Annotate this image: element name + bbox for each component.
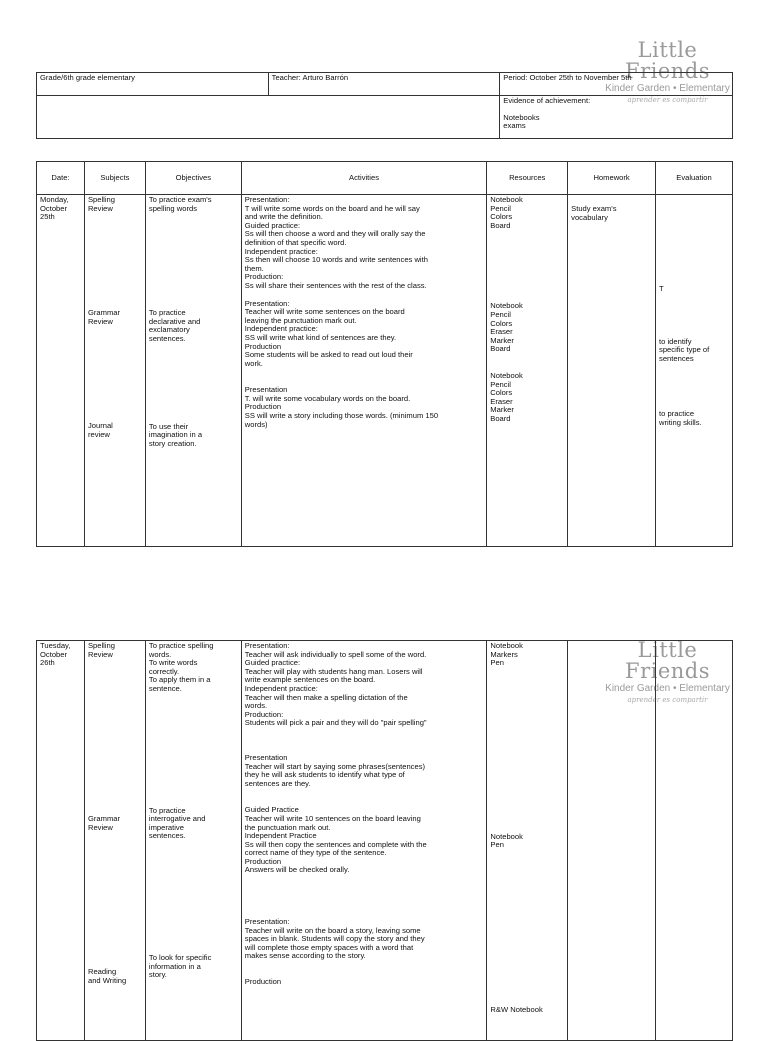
tuesday-evaluation-cell <box>656 641 733 1041</box>
date-text: Tuesday, October 26th <box>40 641 71 668</box>
evidence-items: Notebooks exams <box>503 112 540 131</box>
activity-spelling: Presentation: Teacher will ask individually to spell some of the word. Guided practice: Teacher will play with students hang man. Losers will write example sentences on the board. Independent practice: Teacher will then make a spelling dictation of the words. Production: Students will pick a pair and they will do "pair spelling" <box>244 641 427 728</box>
evidence-cell <box>500 96 733 139</box>
col-date: Date: <box>37 162 85 195</box>
resources-spelling: Notebook Markers Pen <box>490 641 523 668</box>
subject-grammar: Grammar Review <box>87 814 121 832</box>
tuesday-resources-cell <box>487 641 568 1041</box>
activity-grammar: Presentation: Teacher will write some sentences on the board leaving the punctuation mark out. Independent practice: SS will write what kind of sentences are they. Production Some students will be asked to read out loud their work. <box>244 298 413 368</box>
lesson-table-tuesday <box>36 640 733 1041</box>
monday-homework-cell <box>568 195 656 547</box>
objective-spelling: To practice exam's spelling words <box>148 195 212 213</box>
date-text: Monday, October 25th <box>40 195 69 222</box>
subject-reading: Reading and Writing <box>87 967 127 985</box>
resources-spelling: Notebook Pencil Colors Board <box>490 195 523 230</box>
monday-resources-cell <box>487 195 568 547</box>
col-evaluation: Evaluation <box>656 162 733 195</box>
logo-brand: Little Friends <box>625 38 710 83</box>
objective-grammar: To practice declarative and exclamatory sentences. <box>148 308 201 343</box>
period-text: Period: October 25th to November 5th <box>503 73 632 82</box>
monday-objectives-cell <box>145 195 241 547</box>
col-resources: Resources <box>487 162 568 195</box>
blank-header-cell <box>37 96 500 139</box>
activity-grammar-presentation: Presentation Teacher will start by saying some phrases(sentences) they he will ask students to identify what type of sentences are they. <box>244 752 426 788</box>
resources-grammar: Notebook Pencil Colors Eraser Marker Board <box>490 301 523 354</box>
tuesday-objectives-cell <box>145 641 241 1041</box>
subject-grammar: Grammar Review <box>87 308 121 326</box>
objective-spelling: To practice spelling words. To write words correctly. To apply them in a sentence. <box>148 641 214 693</box>
subject-spelling: Spelling Review <box>87 641 115 659</box>
col-subjects: Subjects <box>84 162 145 195</box>
grade-cell <box>37 73 269 96</box>
objective-journal: To use their imagination in a story creation. <box>148 421 203 448</box>
activity-reading-production: Production <box>244 977 282 987</box>
objective-reading: To look for specific information in a story. <box>148 952 212 980</box>
evaluation-journal: to practice writing skills. <box>659 409 702 427</box>
evaluation-grammar: to identify specific type of sentences <box>659 336 710 363</box>
col-objectives: Objectives <box>145 162 241 195</box>
activity-grammar-practice: Guided Practice Teacher will write 10 sentences on the board leaving the punctuation mark out. Independent Practice Ss will then copy the sentences and complete with the correct name of they type of the sentence. Production Answers will be checked orally. <box>244 805 427 875</box>
monday-date-cell <box>37 195 85 547</box>
logo-tagline: aprender es compartir <box>627 696 708 704</box>
col-homework: Homework <box>568 162 656 195</box>
logo-brand: Little Friends <box>625 638 710 683</box>
tuesday-subjects-cell <box>84 641 145 1041</box>
lesson-table-monday <box>36 161 733 547</box>
logo-subtitle: Kinder Garden • Elementary <box>605 83 730 94</box>
homework-text: Study exam's vocabulary <box>571 204 617 222</box>
monday-activities-cell <box>241 195 487 547</box>
teacher-cell <box>268 73 500 96</box>
logo-tagline: aprender es compartir <box>627 96 708 104</box>
tuesday-activities-cell <box>241 641 487 1041</box>
monday-subjects-cell <box>84 195 145 547</box>
objective-grammar: To practice interrogative and imperative sentences. <box>148 805 206 841</box>
resources-reading: R&W Notebook <box>490 1004 543 1014</box>
tuesday-date-cell <box>37 641 85 1041</box>
monday-evaluation-cell <box>656 195 733 547</box>
evaluation-spelling: T <box>659 284 664 293</box>
period-cell <box>500 73 733 96</box>
grade-text: Grade/6th grade elementary <box>40 73 135 82</box>
plan-header-table <box>36 72 733 139</box>
evidence-label: Evidence of achievement: <box>503 96 591 105</box>
logo-subtitle: Kinder Garden • Elementary <box>605 683 730 694</box>
subject-journal: Journal review <box>87 421 113 439</box>
teacher-text: Teacher: Arturo Barrón <box>271 73 349 82</box>
col-activities: Activities <box>241 162 487 195</box>
activity-journal: Presentation T. will write some vocabulary words on the board. Production SS will write a story including those words. (minimum 150 words) <box>244 385 439 429</box>
activity-reading: Presentation: Teacher will write on the board a story, leaving some spaces in blank. Students will copy the story and they will complete those empty spaces with a word that makes sense according to the story. <box>244 917 425 961</box>
subject-spelling: Spelling Review <box>87 195 115 213</box>
tuesday-homework-cell <box>568 641 656 1041</box>
activity-spelling: Presentation: T will write some words on the board and he will say and write the definition. Guided practice: Ss will then choose a word and they will orally say the definition of that specific word. Independent practice: Ss then will choose 10 words and write sentences with them. Production: Ss will share their sentences with the rest of the class. <box>244 195 428 290</box>
resources-grammar: Notebook Pen <box>490 831 523 850</box>
resources-journal: Notebook Pencil Colors Eraser Marker Board <box>490 370 523 423</box>
